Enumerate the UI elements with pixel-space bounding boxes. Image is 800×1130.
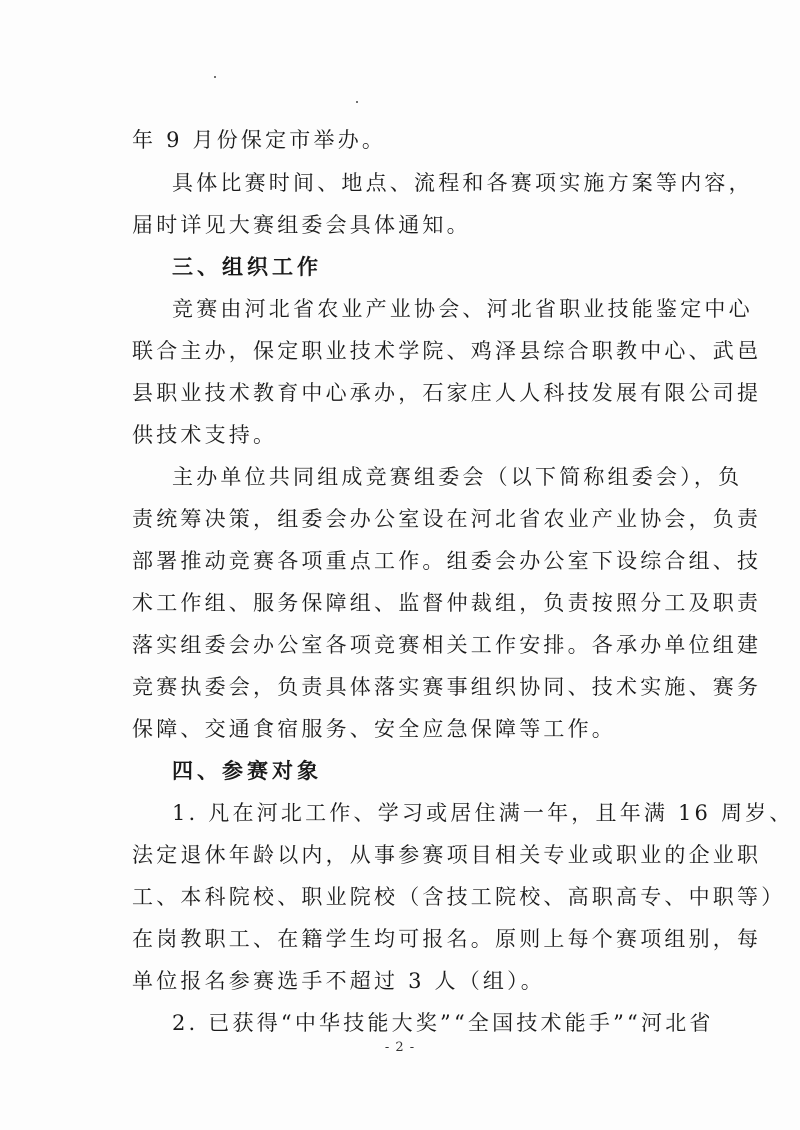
text-line: 联合主办，保定职业技术学院、鸡泽县综合职教中心、武邑 (132, 339, 762, 363)
text-line: 法定退休年龄以内，从事参赛项目相关专业或职业的企业职 (132, 843, 762, 867)
text-line: 竞赛执委会，负责具体落实赛事组织协同、技术实施、赛务 (132, 675, 762, 699)
paragraph-first-line: 1. 凡在河北工作、学习或居住满一年，且年满 16 周岁、 (172, 801, 794, 825)
page-number: - 2 - (384, 1040, 416, 1055)
text-line: 在岗教职工、在籍学生均可报名。原则上每个赛项组别，每 (132, 927, 762, 951)
paragraph-first-line: 具体比赛时间、地点、流程和各赛项实施方案等内容， (172, 171, 753, 195)
scan-speck (214, 76, 216, 78)
paragraph-first-line: 2. 已获得“中华技能大奖”“全国技术能手”“河北省 (172, 1011, 714, 1035)
text-line: 单位报名参赛选手不超过 3 人（组）。 (132, 969, 546, 993)
text-line: 保障、交通食宿服务、安全应急保障等工作。 (132, 717, 616, 741)
paragraph-first-line: 主办单位共同组成竞赛组委会（以下简称组委会），负 (172, 465, 743, 489)
text-line: 县职业技术教育中心承办，石家庄人人科技发展有限公司提 (132, 381, 762, 405)
text-line: 届时详见大赛组委会具体通知。 (132, 213, 471, 237)
text-line: 落实组委会办公室各项竞赛相关工作安排。各承办单位组建 (132, 633, 762, 657)
text-line: 部署推动竞赛各项重点工作。组委会办公室下设综合组、技 (132, 549, 762, 573)
text-line: 年 9 月份保定市举办。 (132, 128, 387, 152)
paragraph-first-line: 竞赛由河北省农业产业协会、河北省职业技能鉴定中心 (172, 297, 753, 321)
section-heading: 四、参赛对象 (172, 759, 322, 783)
text-line: 术工作组、服务保障组、监督仲裁组，负责按照分工及职责 (132, 591, 762, 615)
text-line: 责统筹决策，组委会办公室设在河北省农业产业协会，负责 (132, 507, 762, 531)
scan-speck (356, 101, 358, 103)
text-line: 工、本科院校、职业院校（含技工院校、高职高专、中职等） (132, 885, 786, 909)
text-line: 供技术支持。 (132, 423, 278, 447)
section-heading: 三、组织工作 (172, 255, 322, 279)
